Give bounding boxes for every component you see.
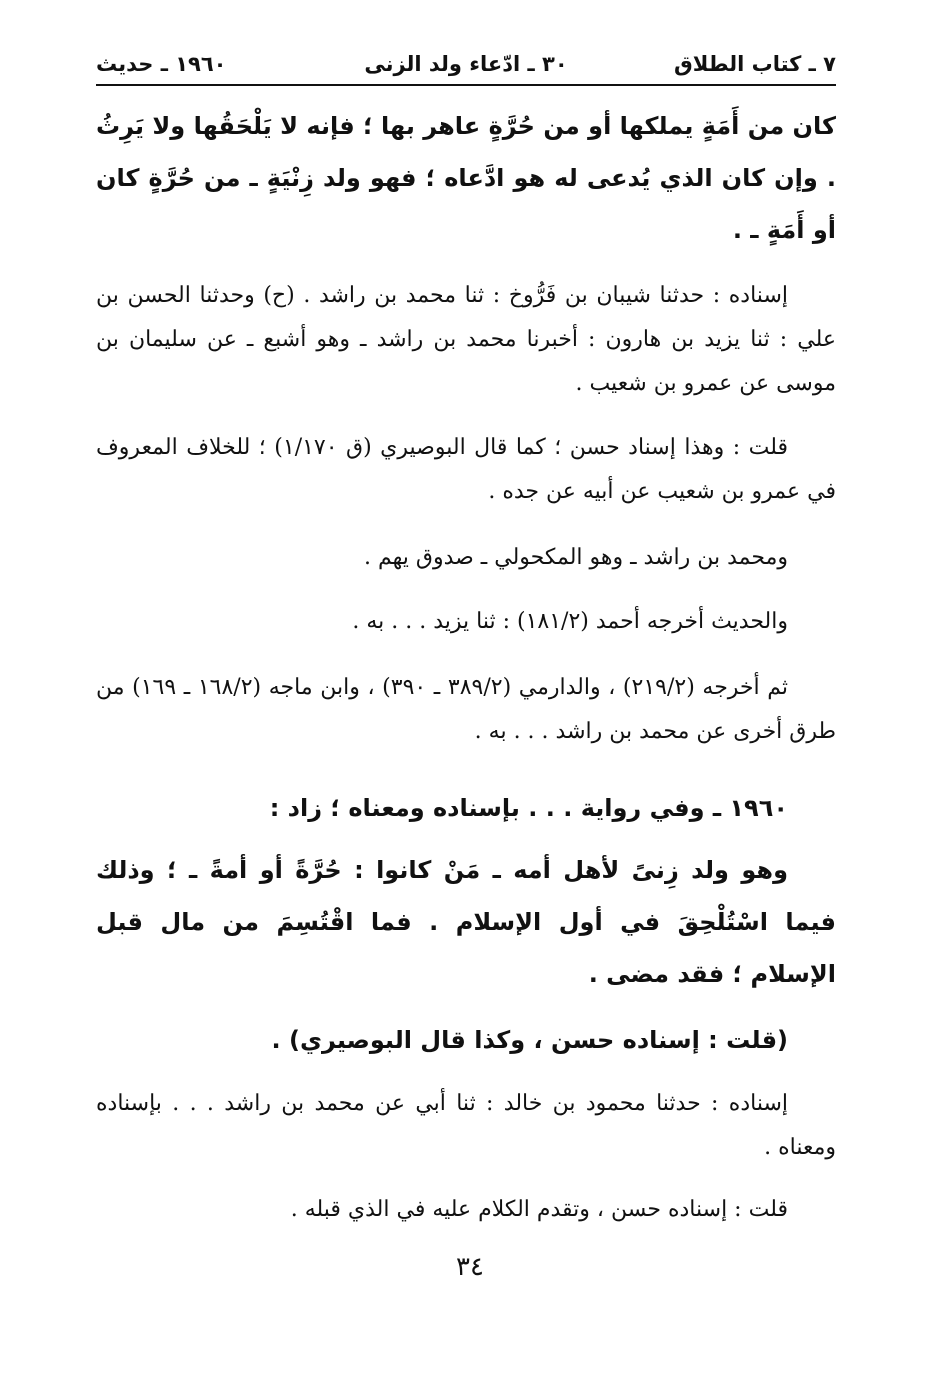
header-chapter-title: ٣٠ ـ ادّعاء ولد الزنى — [364, 52, 568, 76]
running-header — [96, 40, 836, 86]
grading-paragraph-2: قلت : إسناده حسن ، وتقدم الكلام عليه في الذي قبله . — [290, 1197, 788, 1222]
page-number: ٣٤ — [456, 1252, 484, 1282]
grading-paragraph: قلت : وهذا إسناد حسن ؛ كما قال البوصيري (ق ١/١٧٠) ؛ للخلاف المعروف في عمرو بن شعيب عن أبيه عن جده . — [96, 435, 836, 504]
takhrij-others: ثم أخرجه (٢١٩/٢) ، والدارمي (٣٨٩/٢ ـ ٣٩٠) ، وابن ماجه (١٦٨/٢ ـ ١٦٩) من طرق أخرى عن محمد بن راشد . . . به . — [96, 675, 836, 744]
hadith-text: وهو ولد زِنىً لأهل أمه ـ مَنْ كانوا : حُرَّةً أو أمةً ـ ؛ وذلك فيما اسْتُلْحِقَ في أول الإسلام . فما اقْتُسِمَ من مال قبل الإسلام ؛ فقد مضى . — [96, 856, 836, 988]
hadith-text-continued: كان من أَمَةٍ يملكها أو من حُرَّةٍ عاهر بها ؛ فإنه لا يَلْحَقُها ولا يَرِثُ . وإن كان الذي يُدعى له هو ادَّعاه ؛ فهو ولد زِنْيَةٍ ـ من حُرَّةٍ كان أو أَمَةٍ ـ . — [96, 112, 836, 244]
isnad-paragraph-2: إسناده : حدثنا محمود بن خالد : ثنا أبي عن محمد بن راشد . . . بإسناده ومعناه . — [96, 1091, 836, 1160]
header-hadith-number: ١٩٦٠ ـ حديث — [96, 52, 227, 76]
narrator-note: ومحمد بن راشد ـ وهو المكحولي ـ صدوق يهم . — [364, 545, 788, 570]
hadith-heading: ١٩٦٠ ـ وفي رواية . . . بإسناده ومعناه ؛ زاد : — [269, 794, 788, 822]
takhrij-ahmad: والحديث أخرجه أحمد (١٨١/٢) : ثنا يزيد . . . به . — [352, 609, 788, 634]
grading-summary: (قلت : إسناده حسن ، وكذا قال البوصيري) . — [271, 1026, 788, 1054]
isnad-paragraph: إسناده : حدثنا شيبان بن فَرُّوخ : ثنا محمد بن راشد . (ح) وحدثنا الحسن بن علي : ثنا يزيد بن هارون : أخبرنا محمد بن راشد ـ وهو أشبع ـ عن سليمان بن موسى عن عمرو بن شعيب . — [96, 283, 836, 396]
header-book-title: ٧ ـ كتاب الطلاق — [674, 52, 836, 76]
book-page — [96, 40, 836, 1232]
